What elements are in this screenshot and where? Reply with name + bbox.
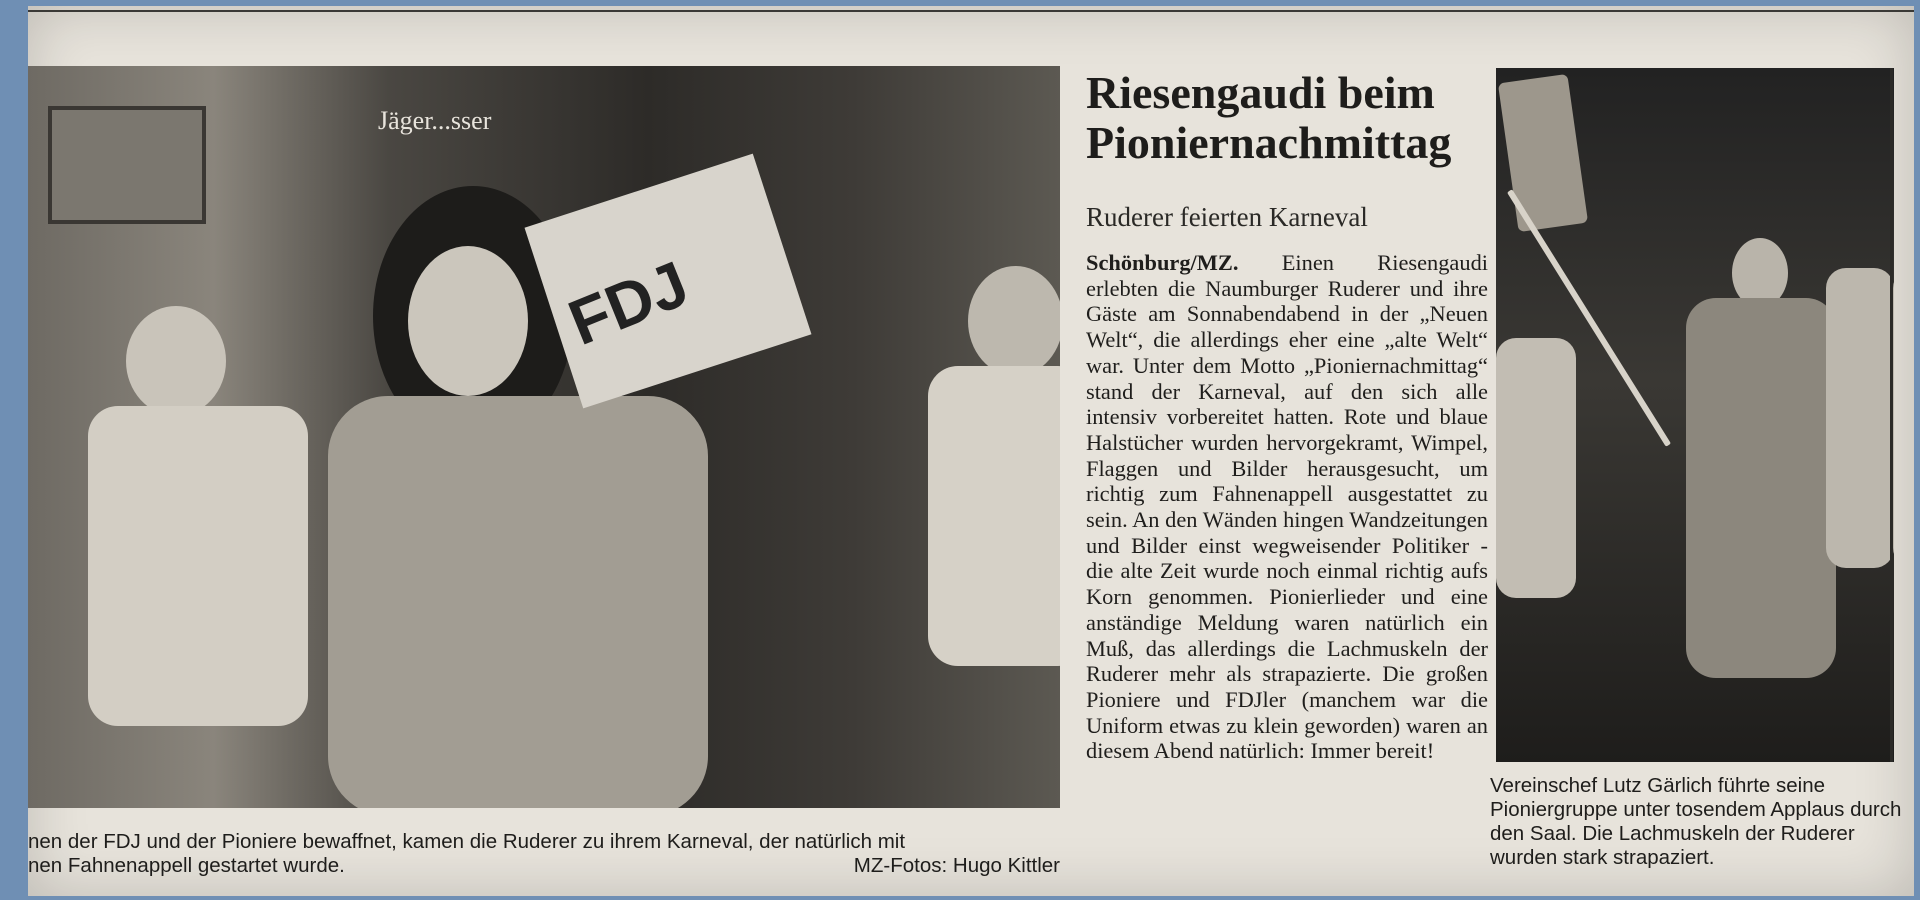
person-left-body [88, 406, 308, 726]
person-right-body [928, 366, 1060, 666]
article-text: Einen Riesengaudi erlebten die Naumburger Ruderer und ihre Gäste am Sonnabendabend in der „Neuen Welt“, die allerdings eher eine „alte Welt“ war. Unter dem Motto „Pioniernachmittag“ stand der Karneval, auf den sich alle intensiv vorbereitet hatten. Rote und blaue Halstücher wurden hervorgekramt, Wimpel, Flaggen und Bilder herausgesucht, um richtig zum Fahnenappell ausgestattet zu sein. An den Wänden hingen Wandzeitungen und Bilder einst wegweisender Politiker - die alte Zeit wurde noch einmal richtig aufs Korn genommen. Pionierlieder und eine anständige Meldung waren natürlich ein Muß, das allerdings die Lachmuskeln der Ruderer mehr als strapazierte. Die großen Pioniere und FDJler (manchem war die Uniform etwas zu klein geworden) waren an diesem Abend natürlich: Immer bereit! [1086, 250, 1488, 764]
article-dateline: Schönburg/MZ. [1086, 250, 1239, 275]
bystander-left [1496, 338, 1576, 598]
top-rule [28, 10, 1914, 12]
fdj-flag-text: FDJ [558, 246, 698, 360]
newspaper-clipping [28, 6, 1914, 896]
flag-right [1498, 74, 1588, 232]
photo-right-caption: Vereinschef Lutz Gärlich führte seine Pioniergruppe unter tosendem Applaus durch den Saal. Die Lachmuskeln der Ruderer wurden stark strapaziert. [1490, 774, 1902, 869]
woman-face [408, 246, 528, 396]
wall-sign-text: Jäger...sser [378, 106, 492, 135]
photo-carnival-fdj [28, 66, 1060, 808]
article-body [1086, 250, 1488, 764]
bystander-right [1826, 268, 1894, 568]
article-headline: Riesengaudi beim Pioniernachmittag [1086, 67, 1452, 168]
photo-credit: MZ-Fotos: Hugo Kittler [853, 854, 1060, 877]
wall-picture [48, 106, 206, 224]
photo-vereinschef [1496, 68, 1894, 762]
woman-body [328, 396, 708, 808]
person-right-head [968, 266, 1060, 376]
right-border-rule [1890, 68, 1893, 762]
caption-line-1: nen der FDJ und der Pioniere bewaffnet, kamen die Ruderer zu ihrem Karneval, der natürlich mit [28, 830, 906, 853]
caption-line-2: nen Fahnenappell gestartet wurde. [28, 854, 345, 877]
person-left-head [126, 306, 226, 416]
leader-body [1686, 298, 1836, 678]
article-subheadline: Ruderer feierten Karneval [1086, 202, 1368, 232]
